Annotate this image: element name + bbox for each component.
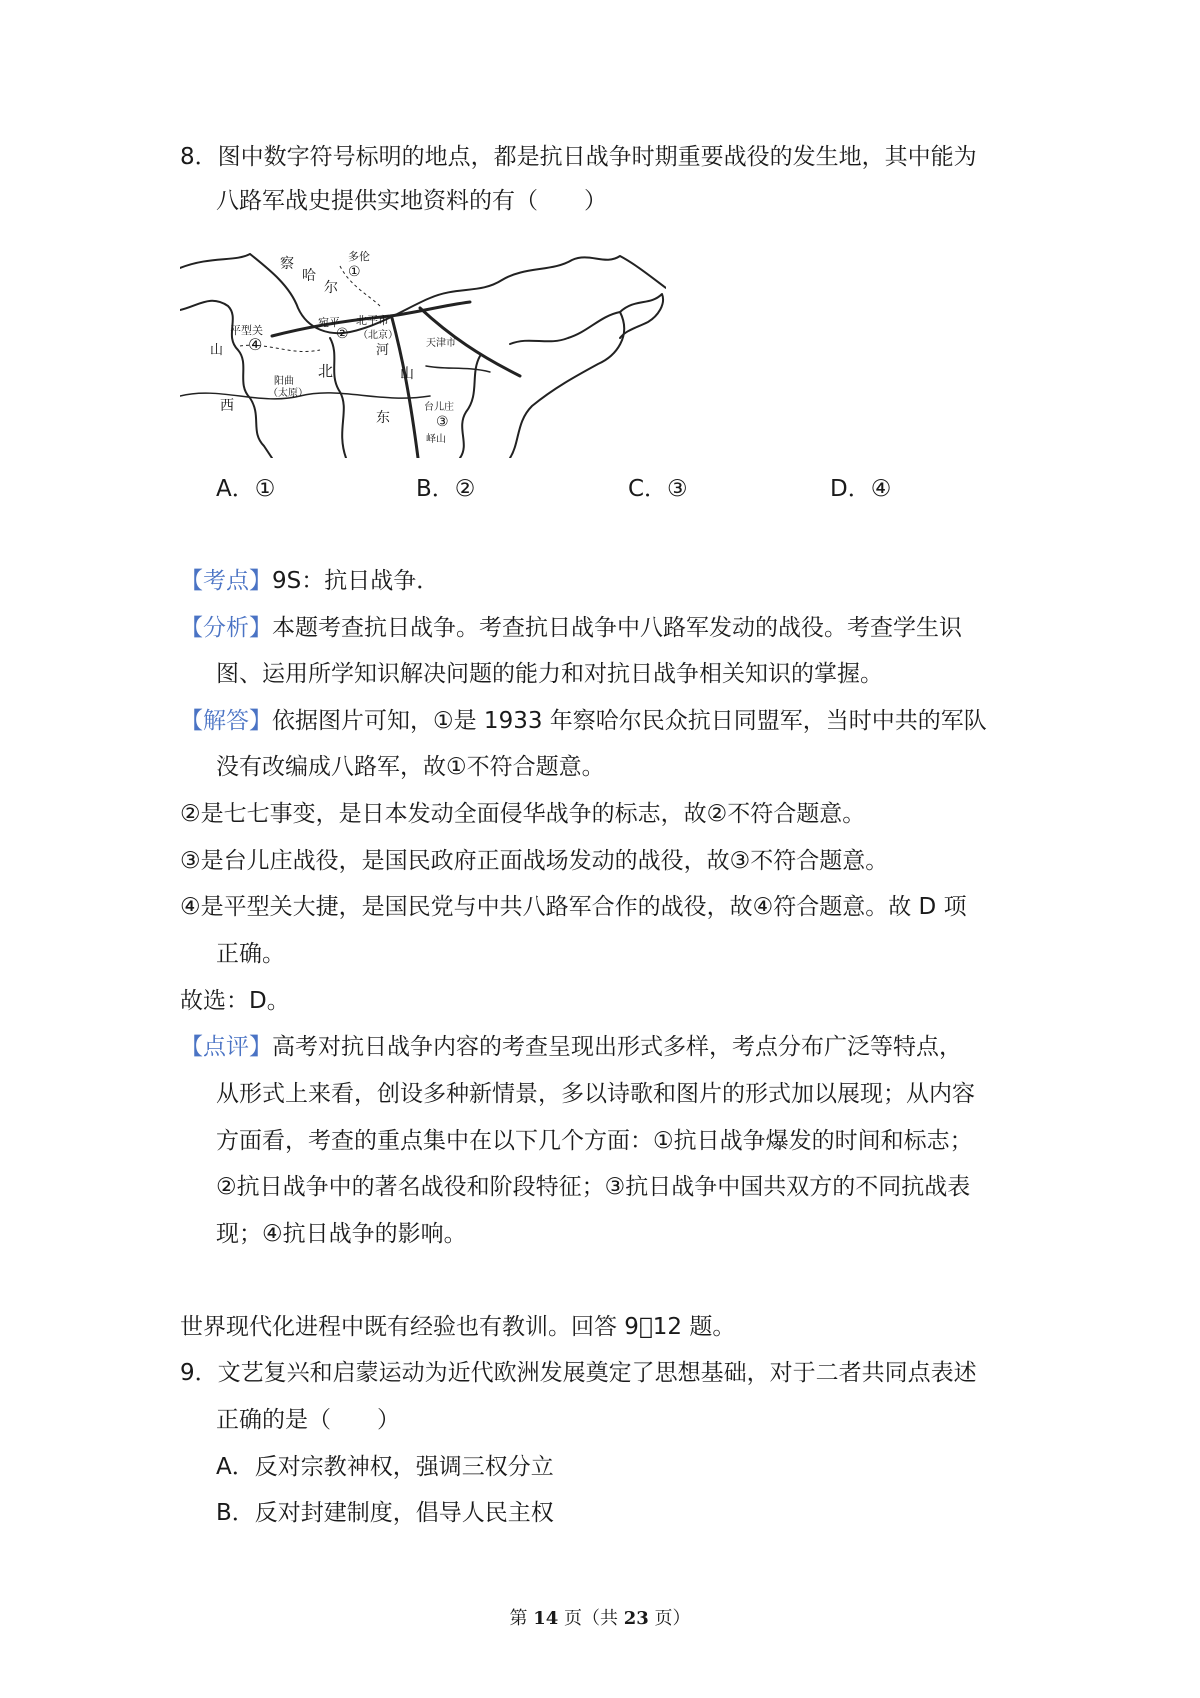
map-label-beiping-2: （北京） xyxy=(358,330,398,341)
map-label-wanping: 宛平 xyxy=(318,316,340,329)
fenxi-line2: 图、运用所学知识解决问题的能力和对抗日战争相关知识的掌握。 xyxy=(216,661,883,687)
q8-option-a: A．① xyxy=(216,476,276,502)
map-label-yangqu-1: 阳曲 xyxy=(274,376,294,387)
map-label-shandong-1: 山 xyxy=(400,366,414,382)
q9-option-a: A．反对宗教神权，强调三权分立 xyxy=(216,1454,554,1480)
q8-option-d: D．④ xyxy=(830,476,892,502)
q9-stem-line1: 9．文艺复兴和启蒙运动为近代欧洲发展奠定了思想基础，对于二者共同点表述 xyxy=(180,1360,977,1386)
jieda-text-1: 依据图片可知，①是 1933 年察哈尔民众抗日同盟军，当时中共的军队 xyxy=(272,708,987,734)
jieda-line3: ②是七七事变，是日本发动全面侵华战争的标志，故②不符合题意。 xyxy=(180,801,866,827)
map-coastline xyxy=(510,312,624,458)
footer-middle: 页（共 xyxy=(558,1608,624,1629)
q8-option-b: B．② xyxy=(416,476,476,502)
map-marker-4: ④ xyxy=(248,335,263,354)
map-label-chahar-2: 哈 xyxy=(302,268,316,284)
q8-stem-line2: 八路军战史提供实地资料的有（ ） xyxy=(216,188,607,214)
map-border-north xyxy=(180,254,666,333)
footer-suffix: 页） xyxy=(648,1608,691,1629)
footer-prefix: 第 xyxy=(509,1608,534,1629)
map-label-shanxi-1: 山 xyxy=(210,343,224,358)
dianping-line4: ②抗日战争中的著名战役和阶段特征；③抗日战争中国共双方的不同抗战表 xyxy=(216,1174,971,1200)
dianping-tag: 【点评】 xyxy=(180,1034,272,1060)
map-label-hebei-1: 河 xyxy=(376,343,390,358)
kaodian-line xyxy=(180,566,439,596)
map-label-yangqu-2: （太原） xyxy=(268,388,308,399)
map-label-pingxingguan: 平型关 xyxy=(230,324,263,337)
fenxi-text-1: 本题考查抗日战争。考查抗日战争中八路军发动的战役。考查学生识 xyxy=(272,615,962,641)
map-peninsula xyxy=(620,294,663,338)
fenxi-line1 xyxy=(180,613,962,643)
map-hebei-shandong-border xyxy=(460,356,480,458)
map-label-tengshan: 峄山 xyxy=(426,434,446,445)
page-footer xyxy=(0,1607,1200,1631)
map-marker-1: ① xyxy=(348,264,361,280)
map-marker-2: ② xyxy=(336,326,349,342)
jieda-tag: 【解答】 xyxy=(180,708,272,734)
jieda-line1 xyxy=(180,706,987,736)
north-china-battle-map xyxy=(180,246,666,458)
map-shanxi-hebei-border xyxy=(330,338,346,458)
map-label-beiping-1: 北平市 xyxy=(356,314,389,327)
q9-option-b: B．反对封建制度，倡导人民主权 xyxy=(216,1500,554,1526)
jieda-line6: 正确。 xyxy=(216,941,285,967)
dianping-line2: 从形式上来看，创设多种新情景，多以诗歌和图片的形式加以展现；从内容 xyxy=(216,1081,975,1107)
dianping-line3: 方面看，考查的重点集中在以下几个方面：①抗日战争爆发的时间和标志； xyxy=(216,1128,973,1154)
fenxi-tag: 【分析】 xyxy=(180,615,272,641)
jieda-line4: ③是台儿庄战役，是国民政府正面战场发动的战役，故③不符合题意。 xyxy=(180,848,889,874)
q9-stem-line2: 正确的是（ ） xyxy=(216,1407,400,1433)
footer-page-number: 14 xyxy=(533,1608,559,1629)
map-marker-3: ③ xyxy=(436,414,449,430)
dianping-line1 xyxy=(180,1032,962,1062)
footer-total-pages: 23 xyxy=(623,1608,649,1629)
dianping-text-1: 高考对抗日战争内容的考查呈现出形式多样，考点分布广泛等特点， xyxy=(272,1034,962,1060)
answer-choice: 故选：D。 xyxy=(180,988,290,1014)
map-label-chahar-3: 尔 xyxy=(324,280,338,296)
map-river-2 xyxy=(426,366,490,372)
map-label-shanxi-2: 西 xyxy=(220,398,234,414)
map-label-hebei-2: 北 xyxy=(318,362,334,380)
map-label-duolun: 多伦 xyxy=(348,250,370,263)
jieda-line5: ④是平型关大捷，是国民党与中共八路军合作的战役，故④符合题意。故 D 项 xyxy=(180,894,967,920)
kaodian-text: 9S：抗日战争． xyxy=(272,568,440,594)
map-label-chahar-1: 察 xyxy=(280,256,294,272)
q8-option-c: C．③ xyxy=(628,476,688,502)
map-label-taierzhuang: 台儿庄 xyxy=(424,402,454,413)
map-label-tianjin: 天津市 xyxy=(426,338,456,349)
jieda-line2: 没有改编成八路军，故①不符合题意。 xyxy=(216,754,605,780)
kaodian-tag: 【考点】 xyxy=(180,568,272,594)
q8-stem-line1: 8．图中数字符号标明的地点，都是抗日战争时期重要战役的发生地，其中能为 xyxy=(180,144,977,170)
dianping-line5: 现；④抗日战争的影响。 xyxy=(216,1221,467,1247)
map-label-shandong-2: 东 xyxy=(376,410,390,426)
section-intro: 世界现代化进程中既有经验也有教训。回答 9􏰀12 题。 xyxy=(180,1314,736,1340)
